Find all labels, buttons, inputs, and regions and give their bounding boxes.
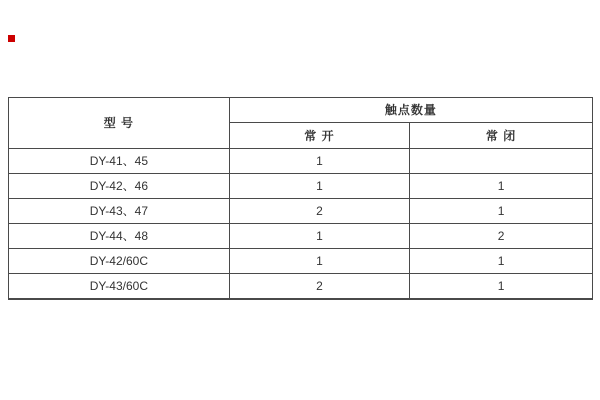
table-row xyxy=(9,248,593,273)
model-cell: DY-43、47 xyxy=(9,198,230,223)
model-cell: DY-42、46 xyxy=(9,173,230,198)
normally-open-cell: 2 xyxy=(229,198,409,223)
table-row xyxy=(9,173,593,198)
normally-open-cell: 1 xyxy=(229,149,409,174)
table-row xyxy=(9,198,593,223)
model-cell: DY-43/60C xyxy=(9,273,230,299)
normally-open-header-cell: 常 开 xyxy=(229,123,409,149)
red-bullet-marker xyxy=(8,35,15,42)
table-row xyxy=(9,149,593,174)
model-cell: DY-41、45 xyxy=(9,149,230,174)
normally-open-cell: 1 xyxy=(229,223,409,248)
table-row xyxy=(9,223,593,248)
normally-open-cell: 1 xyxy=(229,248,409,273)
model-cell: DY-44、48 xyxy=(9,223,230,248)
normally-closed-cell xyxy=(410,149,593,174)
normally-closed-header-cell: 常 闭 xyxy=(410,123,593,149)
table-row xyxy=(9,273,593,299)
model-header-cell: 型 号 xyxy=(9,98,230,149)
normally-closed-cell: 1 xyxy=(410,273,593,299)
header-row-top xyxy=(9,98,593,123)
model-cell: DY-42/60C xyxy=(9,248,230,273)
contact-quantity-header-cell: 触点数量 xyxy=(229,98,592,123)
normally-closed-cell: 2 xyxy=(410,223,593,248)
normally-open-cell: 2 xyxy=(229,273,409,299)
contact-quantity-table xyxy=(8,97,593,300)
normally-closed-cell: 1 xyxy=(410,198,593,223)
normally-open-cell: 1 xyxy=(229,173,409,198)
normally-closed-cell: 1 xyxy=(410,173,593,198)
normally-closed-cell: 1 xyxy=(410,248,593,273)
